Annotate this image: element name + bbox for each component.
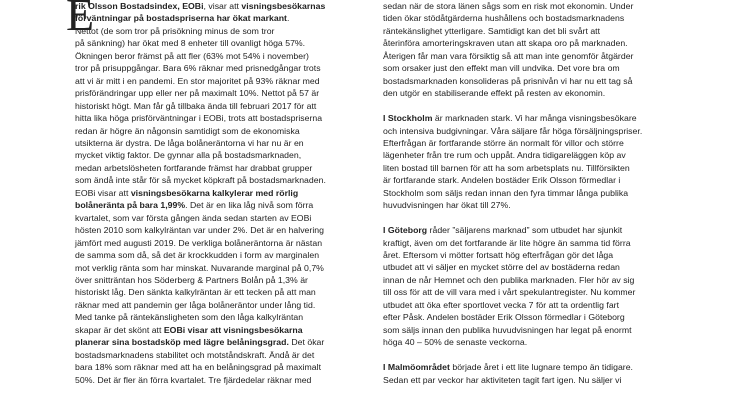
right-column-text-line (383, 299, 673, 311)
right-column-text-line (383, 199, 673, 211)
paragraph-gap (383, 349, 673, 361)
left-column-text-line (75, 149, 371, 161)
text-run: är marknaden stark. Vi har många visningsbesökare (432, 113, 637, 124)
text-run: tiden ökar stödåtgärderna hushållens och bostadsmarknadens (383, 13, 625, 24)
right-column-text-line (383, 311, 673, 323)
text-run: . (286, 13, 290, 24)
text-run: till oss för att de vill vara med i vårt spekulantregister. Nu kommer (383, 287, 636, 298)
right-column-text-line (383, 87, 673, 99)
text-run: är fortfarande stark. Andelen bostäder Erik Olsson förmedlar i (383, 175, 621, 186)
right-column-text-line (383, 0, 673, 12)
text-run: liten bostad till barnen för att ha som arbetsplats nu. Tillförsikten (383, 162, 630, 173)
bold-text-run: bolåneränta på bara 1,99% (75, 200, 186, 211)
right-column-text-line (383, 261, 673, 273)
right-column-text-line (383, 237, 673, 249)
right-column-text-line (383, 75, 673, 87)
text-run: efter Påsk. Andelen bostäder Erik Olsson förmedlar i Göteborg (383, 312, 625, 323)
text-run: hitta lika höga prisförväntningar i EOBi, trots att bostadspriserna (75, 113, 323, 124)
text-run: bara 18% som räknar med att ha en belåningsgrad på maximalt (75, 362, 322, 373)
text-run: mot verklig ränta som har minskat. Nuvarande marginal på 0,7% (75, 262, 324, 273)
right-column-text-line (383, 274, 673, 286)
text-run: året. Eftersom vi mötter fortsatt hög efterfrågan gör det låga (383, 250, 614, 261)
left-column-text-line (75, 75, 371, 87)
bold-text-run: I Malmöområdet (383, 362, 450, 373)
article-column-right (383, 0, 673, 386)
left-column-text-line (75, 262, 371, 274)
text-run: utbudet att öka efter sportlovet vecka 7 för att ta ordentlig fart (383, 299, 620, 310)
right-column-text-line (383, 187, 673, 199)
left-column-text-line (75, 0, 371, 12)
text-run: lägenheter från tre rum och uppåt. Andra tidigareläggen köp av (383, 150, 626, 161)
text-run: EOBi visar att (75, 187, 131, 198)
left-column-text-line (75, 12, 371, 24)
text-run: att vi är mitt i en pandemi. En stor majoritet på 93% räknar med (75, 75, 320, 86)
right-column-text-line (383, 174, 673, 186)
drop-cap: E (66, 0, 95, 40)
text-run: huvudvisningen har ökat till 27%. (383, 200, 511, 211)
right-column-text-line (383, 137, 673, 149)
text-run: den utgör en stabiliserande effekt på resten av ekonomin. (383, 88, 606, 99)
text-run: bostadsmarknaden konsolideras på prisnivån vi har nu ett tag så (383, 75, 633, 86)
bold-text-run: I Stockholm (383, 113, 433, 124)
left-column-text-line (75, 112, 371, 124)
left-column-text-line (75, 212, 371, 224)
text-run: utsikterna är dystra. De låga bolåneräntorna vi har nu är en (75, 137, 304, 148)
right-column-text-line (383, 374, 673, 386)
text-run: jämfört med augusti 2019. De verkliga bolåneräntorna är nästan (75, 237, 323, 248)
text-run: innan de når Hemnet och den publika marknaden. Fler hör av sig (383, 274, 635, 285)
text-run: som säljs innan den publika huvudvisningen har legat på enormt (383, 324, 632, 335)
text-run: historiskt låg. Den sänkta kalkylräntan är ett tecken på att man (75, 287, 316, 298)
bold-text-run: förväntningar på bostadspriserna har ökat markant (75, 13, 287, 24)
text-run: Nettot (de som tror på prisökning minus de som tror (75, 25, 275, 36)
text-run: över snitträntan hos Söderberg & Partners Bolån på 1,3% är (75, 274, 308, 285)
right-column-text-line (383, 149, 673, 161)
right-column-text-line (383, 125, 673, 137)
paragraph-gap (383, 212, 673, 224)
left-column-text-line (75, 100, 371, 112)
left-column-text-line (75, 336, 371, 348)
text-run: medan arbetslösheten fortfarande främst har drabbat grupper (75, 162, 313, 173)
right-column-text-line (383, 286, 673, 298)
bold-text-run: visningsbesökarna kalkylerar med rörlig (130, 187, 299, 198)
right-column-text-line (383, 62, 673, 74)
text-run: som orsaker just den effekt man vill undvika. Det vore bra om (383, 63, 620, 74)
text-run: Med tanke på räntekänsligheten som den låga kalkylräntan (75, 312, 304, 323)
bold-text-run: visningsbesökarnas (241, 1, 326, 11)
text-run: Ökningen beror främst på att fler (63% mot 54% i november) (75, 50, 309, 61)
left-column-text-line (75, 199, 371, 211)
text-run: 50%. Det är fler än förra kvartalet. Tre fjärdedelar räknar med (75, 374, 312, 385)
text-run: räknar med att pandemin ger låga bolåneräntor under lång tid. (75, 299, 316, 310)
right-column-text-line (383, 37, 673, 49)
left-column-text-line (75, 324, 371, 336)
left-column-text-line (75, 361, 371, 373)
text-run: redan är högre än någonsin samtidigt som de ekonomiska (75, 125, 300, 136)
left-column-text-line (75, 62, 371, 74)
text-run: som ändå inte står för så mycket köpkraft på bostadsmarknaden. (75, 175, 326, 186)
left-column-text-line (75, 274, 371, 286)
left-column-text-line (75, 224, 371, 236)
left-column-text-line (75, 187, 371, 199)
text-run: utbudet att vi säljer en mycket större del av bostäderna redan (383, 262, 620, 273)
left-column-text-line (75, 299, 371, 311)
text-run: sedan när de stora länen sågs som en risk mot ekonomin. Under (383, 1, 634, 11)
text-run: , visar att (203, 1, 242, 11)
right-column-text-line (383, 50, 673, 62)
left-column-text-line (75, 237, 371, 249)
right-column-text-line (383, 12, 673, 24)
text-run: Sedan ett par veckor har aktiviteten tagit fart igen. Nu säljer vi (383, 374, 622, 385)
text-run: återinföra amorteringskraven utan att skapa oro på marknaden. (383, 38, 628, 49)
text-run: kraftigt, även om det fortfarande är lite högre än samma tid förra (383, 237, 631, 248)
left-column-text-line (75, 137, 371, 149)
left-column-text-line (75, 25, 371, 37)
text-run: . Det är en lika låg nivå som förra (185, 200, 314, 211)
bold-text-run: I Göteborg (383, 225, 428, 236)
right-column-text-line (383, 162, 673, 174)
right-column-text-line (383, 112, 673, 124)
left-column-text-line (75, 50, 371, 62)
left-column-text-line (75, 249, 371, 261)
right-column-text-line (383, 336, 673, 348)
text-run: råder ”säljarens marknad” som utbudet har sjunkit (427, 225, 623, 236)
right-column-text-line (383, 324, 673, 336)
left-column-text-line (75, 162, 371, 174)
left-column-text-line (75, 311, 371, 323)
right-column-text-line (383, 249, 673, 261)
text-run: tror på prisuppgångar. Bara 6% räknar med prisnedgångar trots (75, 63, 321, 74)
left-column-text-line (75, 286, 371, 298)
bold-text-run: EOBi visar att visningsbesökarna (163, 324, 303, 335)
text-run: höga 40 – 50% de senaste veckorna. (383, 337, 528, 348)
text-run: Stockholm som säljs redan innan den fyra timmar långa publika (383, 187, 629, 198)
text-run: Efterfrågan är fortfarande större än normalt för villor och större (383, 137, 624, 148)
left-column-text-line (75, 349, 371, 361)
text-run: de samma som då, så det är krockkudden i form av marginalen (75, 250, 320, 261)
article-column-left (75, 0, 371, 386)
text-run: började året i ett lite lugnare tempo än tidigare. (449, 362, 633, 373)
right-column-text-line (383, 224, 673, 236)
bold-text-run: planerar sina bostadsköp med lägre belåningsgrad. (75, 337, 289, 348)
text-run: hösten 2010 som kalkylräntan var under 2%. Det är en halvering (75, 225, 324, 236)
right-column-text-line (383, 25, 673, 37)
text-run: Det ökar (288, 337, 325, 348)
text-run: räntekänslighet ytterligare. Samtidigt kan det bli svårt att (383, 25, 601, 36)
bold-text-run: rik Olsson Bostadsindex, EOBi (75, 1, 204, 11)
text-run: skapar är det skönt att (75, 324, 164, 335)
paragraph-gap (383, 100, 673, 112)
text-run: Återigen får man vara försiktig så att man inte genomför åtgärder (383, 50, 634, 61)
left-column-text-line (75, 374, 371, 386)
left-column-text-line (75, 125, 371, 137)
text-run: bostadsmarknadens stabilitet och motståndskraft. Ändå är det (75, 349, 315, 360)
left-column-text-line (75, 87, 371, 99)
right-column-text-line (383, 361, 673, 373)
left-column-text-line (75, 37, 371, 49)
text-run: mycket viktig faktor. De gynnar alla på bostadsmarknaden, (75, 150, 302, 161)
text-run: och intensiva budgivningar. Våra säljare får höga försäljningspriser. (383, 125, 643, 136)
left-column-text-line (75, 174, 371, 186)
text-run: kvartalet, som var första gången ända sedan starten av EOBi (75, 212, 312, 223)
text-run: prisförändringar upp eller ner på maximalt 10%. Nettot på 57 är (75, 88, 320, 99)
text-run: på sänkning) har ökat med 8 enheter till ovanligt höga 57%. (75, 38, 306, 49)
text-run: historiskt högt. Man får gå tillbaka ända till februari 2017 för att (75, 100, 317, 111)
